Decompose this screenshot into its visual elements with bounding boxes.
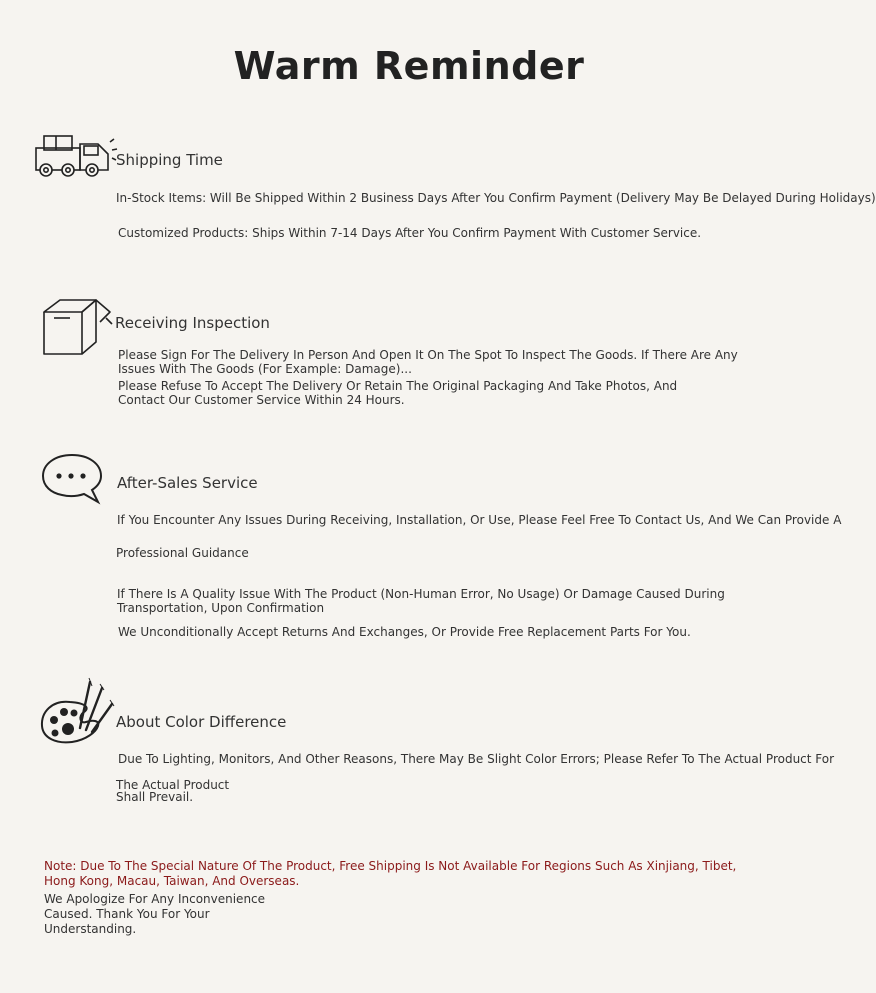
shipping-line-custom: Customized Products: Ships Within 7-14 Days After You Confirm Payment With Customer Service. — [118, 226, 702, 240]
section-heading-shipping: Shipping Time — [116, 151, 223, 169]
truck-icon — [34, 134, 118, 180]
aftersales-line-returns: We Unconditionally Accept Returns And Exchanges, Or Provide Free Replacement Parts For You. — [118, 625, 691, 639]
aftersales-line-quality: If There Is A Quality Issue With The Product (Non-Human Error, No Usage) Or Damage Caused During Transportation, Upon Confirmation — [117, 587, 725, 615]
shipping-restriction-note: Note: Due To The Special Nature Of The Product, Free Shipping Is Not Available For Regions Such As Xinjiang, Tibet, Hong Kong, Macau, Taiwan, And Overseas. — [44, 859, 737, 888]
section-heading-color: About Color Difference — [116, 713, 287, 731]
color-line-errors: Due To Lighting, Monitors, And Other Reasons, There May Be Slight Color Errors; Please Refer To The Actual Product For — [118, 752, 835, 766]
color-line-prevail: The Actual Product Shall Prevail. — [116, 778, 230, 804]
apology-text: We Apologize For Any Inconvenience Caused. Thank You For Your Understanding. — [44, 892, 266, 936]
box-icon — [40, 296, 114, 358]
chat-bubble-icon — [40, 452, 104, 504]
aftersales-line-contact: If You Encounter Any Issues During Receiving, Installation, Or Use, Please Feel Free To Contact Us, And We Can Provide A — [117, 513, 842, 527]
section-heading-inspection: Receiving Inspection — [115, 314, 270, 332]
aftersales-line-guidance: Professional Guidance — [116, 546, 249, 560]
inspection-line-refuse: Please Refuse To Accept The Delivery Or Retain The Original Packaging And Take Photos, And Contact Our Customer Service Within 24 Hours. — [118, 379, 678, 407]
page-title: Warm Reminder — [233, 44, 585, 88]
shipping-line-instock: In-Stock Items: Will Be Shipped Within 2 Business Days After You Confirm Payment (Delivery May Be Delayed During Holidays) — [116, 191, 876, 205]
palette-icon — [40, 676, 116, 746]
section-heading-aftersales: After-Sales Service — [117, 474, 258, 492]
inspection-line-sign: Please Sign For The Delivery In Person And Open It On The Spot To Inspect The Goods. If There Are Any Issues With The Goods (For Example: Damage)... — [118, 348, 738, 376]
